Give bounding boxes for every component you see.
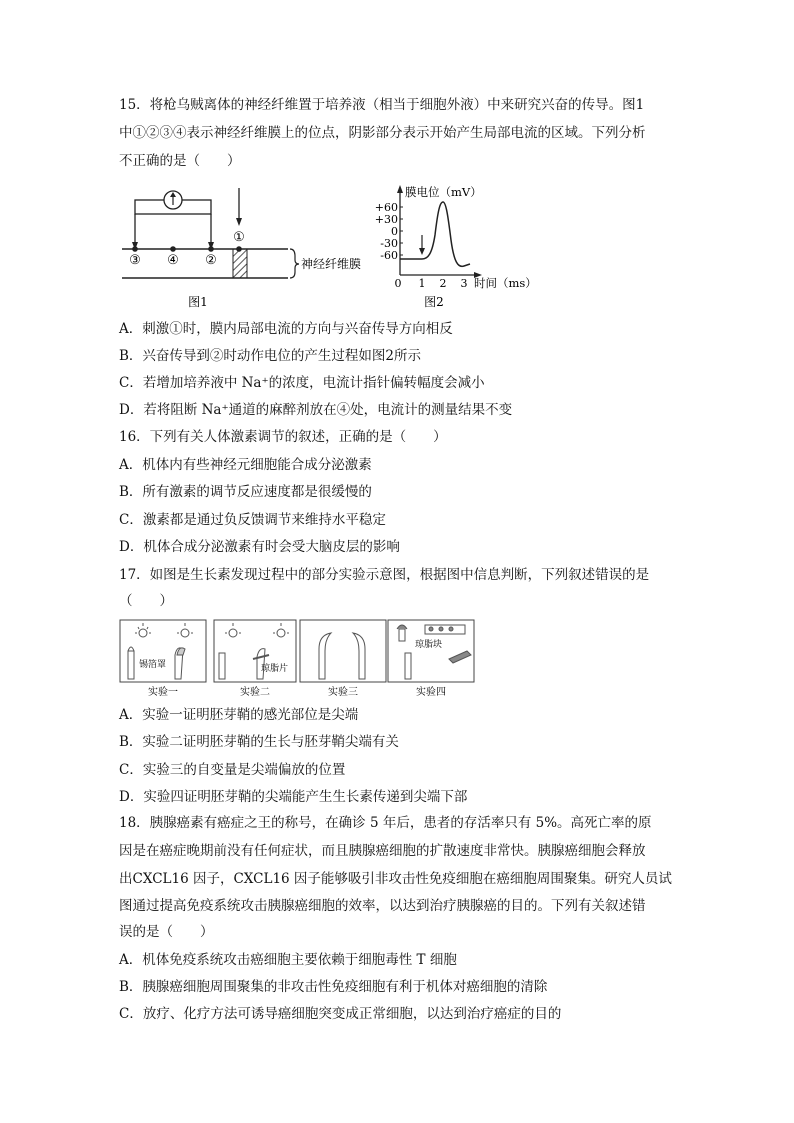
panel-3-caption: 实验三	[328, 687, 358, 698]
q18-stem-line-1: 18．胰腺癌素有癌症之王的称号，在确诊 5 年后，患者的存活率只有 5%。高死亡率的原	[119, 815, 652, 831]
fig2-ytick: -60	[380, 249, 398, 262]
q18-option-a[interactable]: A．机体免疫系统攻击癌细胞主要依赖于细胞毒性 T 细胞	[119, 952, 457, 968]
fig2-xtick: 2	[439, 277, 447, 290]
sheet-label: 琼脂片	[261, 664, 289, 674]
q17-option-d[interactable]: D．实验四证明胚芽鞘的尖端能产生生长素传递到尖端下部	[119, 789, 468, 805]
q15-option-d[interactable]: D．若将阻断 Na⁺通道的麻醉剂放在④处，电流计的测量结果不变	[119, 402, 513, 418]
q17-figure	[119, 619, 479, 699]
point-2-label: ②	[205, 253, 217, 268]
block-label: 琼脂块	[415, 640, 443, 650]
q15-option-b[interactable]: B．兴奋传导到②时动作电位的产生过程如图2所示	[119, 348, 422, 364]
q18-stem-line-3: 出CXCL16 因子，CXCL16 因子能够吸引非攻击性免疫细胞在癌细胞周围聚集。研究人员试	[119, 871, 672, 887]
fig2-caption: 图2	[424, 295, 444, 309]
point-4-label: ④	[167, 253, 179, 268]
fig2-ytick: +60	[374, 201, 398, 214]
fig1-caption: 图1	[188, 295, 208, 309]
q17-stem-line-1: 17．如图是生长素发现过程中的部分实验示意图，根据图中信息判断，下列叙述错误的是	[119, 567, 650, 583]
fig2-xtick: 0	[394, 277, 402, 290]
fig2-ytick: +30	[374, 213, 398, 226]
panel-1-caption: 实验一	[148, 687, 178, 698]
q15-stem-line-2: 中①②③④表示神经纤维膜上的位点，阴影部分表示开始产生局部电流的区域。下列分析	[119, 125, 646, 141]
q15-stem-line-3: 不正确的是（ ）	[119, 153, 241, 169]
q17-option-a[interactable]: A．实验一证明胚芽鞘的感光部位是尖端	[119, 707, 359, 723]
q16-stem: 16．下列有关人体激素调节的叙述，正确的是（ ）	[119, 429, 447, 445]
fig2-ytick: -30	[380, 237, 398, 250]
fig2-xlabel: 时间（ms）	[474, 276, 537, 290]
q15-option-c[interactable]: C．若增加培养液中 Na⁺的浓度，电流计指针偏转幅度会减小	[119, 375, 485, 391]
panel-1-drawing	[128, 623, 193, 679]
q18-stem-line-2: 因是在癌症晚期前没有任何症状，而且胰腺癌细胞的扩散速度非常快。胰腺癌细胞会释放	[119, 843, 646, 859]
q18-option-c[interactable]: C．放疗、化疗方法可诱导癌细胞突变成正常细胞，以达到治疗癌症的目的	[119, 1006, 562, 1022]
q16-option-a[interactable]: A．机体内有些神经元细胞能合成分泌激素	[119, 457, 372, 473]
q15-figure-1	[118, 180, 408, 315]
panel-4-caption: 实验四	[416, 687, 446, 698]
fig2-xtick: 1	[418, 277, 426, 290]
membrane-brace	[290, 249, 299, 278]
point-3-label: ③	[129, 253, 141, 268]
cap-label: 锡箔罩	[139, 660, 167, 670]
local-current-region	[233, 249, 247, 278]
q18-stem-line-5: 误的是（ ）	[119, 924, 214, 940]
q16-option-b[interactable]: B．所有激素的调节反应速度都是很缓慢的	[119, 484, 372, 500]
fig2-ytick: 0	[391, 225, 398, 238]
q16-option-c[interactable]: C．激素都是通过负反馈调节来维持水平稳定	[119, 512, 386, 528]
panel-4-drawing	[397, 625, 471, 679]
membrane-label: 神经纤维膜	[301, 257, 362, 271]
q18-option-b[interactable]: B．胰腺癌细胞周围聚集的非攻击性免疫细胞有利于机体对癌细胞的清除	[119, 979, 548, 995]
action-potential-curve	[400, 202, 470, 266]
q15-option-a[interactable]: A．刺激①时，膜内局部电流的方向与兴奋传导方向相反	[119, 321, 453, 337]
q17-option-c[interactable]: C．实验三的自变量是尖端偏放的位置	[119, 762, 346, 778]
panel-2-caption: 实验二	[240, 687, 270, 698]
q15-figure-2	[372, 180, 542, 315]
q18-stem-line-4: 图通过提高免疫系统攻击胰腺癌细胞的效率，以达到治疗胰腺癌的目的。下列有关叙述错	[119, 898, 646, 914]
q16-option-d[interactable]: D．机体合成分泌激素有时会受大脑皮层的影响	[119, 539, 400, 555]
fig2-ylabel: 膜电位（mV）	[405, 185, 482, 199]
fig2-xtick: 3	[460, 277, 468, 290]
point-1-label: ①	[233, 230, 245, 245]
q15-stem-line-1: 15．将枪乌贼离体的神经纤维置于培养液（相当于细胞外液）中来研究兴奋的传导。图1	[119, 97, 645, 113]
panel-3-drawing	[319, 633, 365, 679]
q17-stem-line-2: （ ）	[119, 593, 173, 609]
q17-option-b[interactable]: B．实验二证明胚芽鞘的生长与胚芽鞘尖端有关	[119, 734, 399, 750]
panel-3-frame	[300, 620, 386, 682]
